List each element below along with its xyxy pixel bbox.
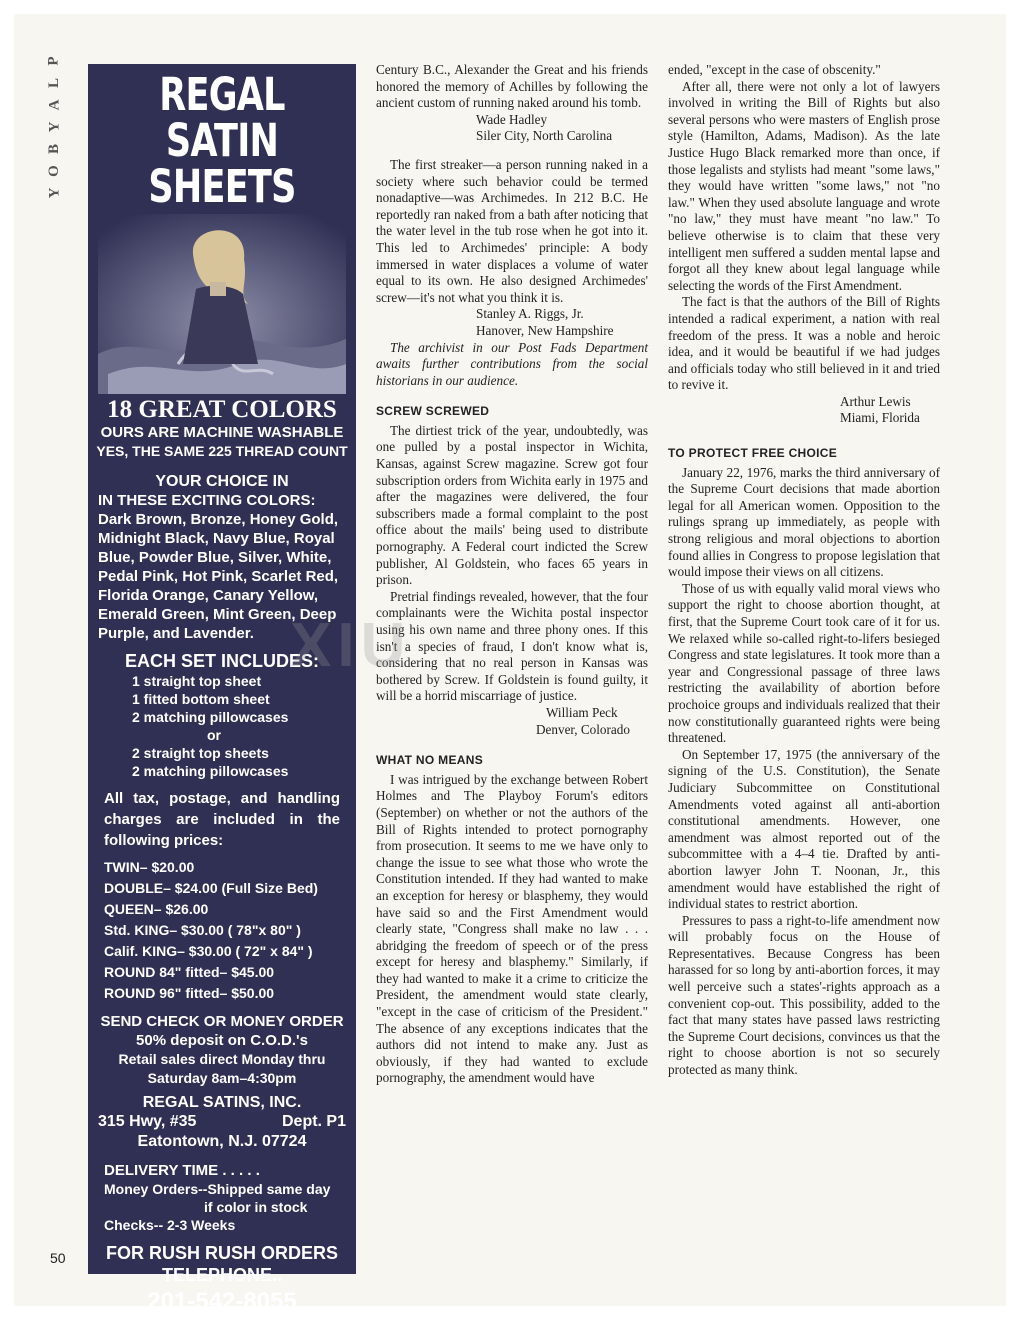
- letter-paragraph: The fact is that the authors of the Bill of Rights intended a radical experiment, a nation with real freedom of the press. It was a noble and heroic idea, and it would be beautiful if we had judges and officials today who still believed in it and tried to revive it.: [668, 294, 940, 393]
- letter-paragraph: January 22, 1976, marks the third anniversary of the Supreme Court decisions that made abortion legal for all American women. Opposition to the rulings sprang up immediately, as people with strong religious and moral objections to abortion found allies in Congress to propose legislation that would impose their views on all citizens.: [668, 464, 940, 580]
- ad-delivery-info: DELIVERY TIME . . . . . Money Orders--Shipped same day if color in stock Checks-- 2-3 Weeks: [104, 1162, 331, 1233]
- ad-rush-orders: FOR RUSH RUSH ORDERS TELEPHONE..: [105, 1243, 338, 1285]
- regal-satin-ad: [88, 64, 356, 1315]
- ad-phone-number: 201-542-8055: [147, 1288, 297, 1315]
- masthead: P L A Y B O Y: [45, 56, 62, 199]
- signature-place: Miami, Florida: [840, 410, 920, 426]
- ad-colors-headline: 18 GREAT COLORS: [107, 396, 337, 423]
- letters-column-2: [668, 62, 940, 1079]
- signature-place: Denver, Colorado: [536, 721, 630, 737]
- ad-order-info: SEND CHECK OR MONEY ORDER 50% deposit on C.O.D.'s Retail sales direct Monday thru Saturday 8am–4:30pm: [100, 1013, 344, 1086]
- ad-thread-count: YES, THE SAME 225 THREAD COUNT: [96, 443, 348, 459]
- letter-paragraph: On September 17, 1975 (the anniversary of the signing of the U.S. Constitution), the Senate Judiciary Subcommittee on Constitutional Amendments voted against all anti-abortion constitutional amendments. However, one amendment was almost reported out of the subcommittee with a 4–4 tie. Drafted by anti-abortion lawyer John T. Noonan, Jr., this amendment would have established the right of individual states to restrict abortion.: [668, 746, 940, 912]
- signature-name: Arthur Lewis: [840, 393, 911, 409]
- letter-paragraph: Pressures to pass a right-to-life amendment now will probably focus on the House of Representatives. Because Congress has been harassed for so long by anti-abortion forces, it may well perceive such a states'-rights approach as a convenient cop-out. This possibility, added to the fact that many states have passed laws restricting the Supreme Court decisions, convinces us that the right to choose abortion is not so securely protected as many think.: [668, 912, 940, 1078]
- section-heading: WHAT NO MEANS: [376, 753, 484, 768]
- letter-paragraph: I was intrigued by the exchange between Robert Holmes and The Playboy Forum's editors (September) on whether or not the authors of the Bill of Rights intended to protect pornography from prosecution. It seems to me we have only to change the issue to see what those who wrote the Constitution intended. If they had wanted to make an exception for heresy or blasphemy, they would have said so and the First Amendment would clearly state, "Congress shall make no law . . . abridging the freedom of speech or of the press except for heresy and blasphemy." Similarly, if they had wanted to make it a crime to criticize the President, the amendment would state clearly, "except in the case of criticism of the President." The absence of any exceptions indicates that the authors did not intend to make any. Just as obviously, if they had wanted to exclude pornography, the amendment would have: [376, 771, 648, 1086]
- letter-paragraph: ended, "except in the case of obscenity.": [668, 62, 881, 77]
- ad-set-list: 1 straight top sheet 1 fitted bottom sheet 2 matching pillowcases or 2 straight top sheets 2 matching pillowcases: [132, 673, 289, 779]
- editor-note: The archivist in our Post Fads Department awaits further contributions from the social historians in our audience.: [376, 339, 648, 388]
- page-number: 50: [50, 1250, 66, 1266]
- letter-paragraph: Pretrial findings revealed, however, that the four complainants were the Wichita postal inspector using his own name and three phony ones. If this isn't a species of fraud, I don't know what is, considering that no real person in Kansas was bothered by Screw. If Goldstein is found guilty, it will be a horrid miscarriage of justice.: [376, 588, 648, 704]
- signature-name: William Peck: [546, 704, 618, 720]
- ad-headline: REGAL SATIN SHEETS: [148, 68, 296, 213]
- letter-paragraph: The first streaker—a person running naked in a society where such behavior could be termed nonadaptive—was Archimedes. In 212 B.C. He reportedly ran naked from a bath after noticing that the water level in the tub rose when he got into it. This led to Archimedes' principle: A body immersed in water displaces a volume of water equal to its own. He also designed Archimedes' screw—it's not what you think it is.: [376, 156, 648, 305]
- letter-paragraph: The dirtiest trick of the year, undoubtedly, was one pulled by a postal inspector in Wichita, Kansas, against Screw magazine. Screw got four subscription orders from Wichita early in 1975 and after the magazines were delivered, the four subscribers made a formal complaint to the post office about the mails' being used to distribute pornography. A Federal court indicted the Screw publisher, Al Goldstein, who faces 65 years in prison.: [376, 422, 648, 588]
- ad-choice-head: YOUR CHOICE IN: [155, 473, 289, 490]
- ad-company-name: REGAL SATINS, INC.: [142, 1094, 302, 1111]
- ad-washable: OURS ARE MACHINE WASHABLE: [100, 424, 344, 441]
- letter-paragraph: Century B.C., Alexander the Great and his friends honored the memory of Achilles by following the ancient custom of running naked around his tomb.: [376, 62, 648, 111]
- signature-name: Wade Hadley: [476, 111, 548, 127]
- letter-paragraph: After all, there were not only a lot of lawyers involved in writing the Bill of Rights but also several persons who were masters of English prose style (Hamilton, Adams, Madison). As the late Justice Hugo Black remarked more than once, if those legalists and stylists had meant "some laws," they would have written "some laws," not "no law." When they used absolute language and wrote "no law," they must have meant "no law." To believe otherwise is to claim that these very intelligent men suffered a sudden mental lapse and forgot all they knew about legal language while selecting the words of the First Amendment.: [668, 78, 940, 293]
- watermark-logo: XIU: [290, 611, 412, 680]
- section-heading: TO PROTECT FREE CHOICE: [668, 446, 838, 461]
- section-heading: SCREW SCREWED: [376, 404, 490, 419]
- letters-column-1: [376, 62, 648, 1087]
- signature-place: Hanover, New Hampshire: [476, 322, 614, 338]
- ad-city: Eatontown, N.J. 07724: [137, 1133, 307, 1150]
- ad-set-head: EACH SET INCLUDES:: [124, 651, 319, 671]
- ad-address: 315 Hwy, #35 Dept. P1: [98, 1113, 346, 1130]
- ad-price-list: TWIN– $20.00 DOUBLE– $24.00 (Full Size Bed) QUEEN– $26.00 Std. KING– $30.00 ( 78"x 80" ) Calif. KING– $30.00 ( 72" x 84" ) ROUND 84" fitted– $45.00 ROUND 96" fitted– $50.00: [104, 859, 318, 1001]
- signature-name: Stanley A. Riggs, Jr.: [476, 306, 584, 322]
- ad-tax-note: All tax, postage, and handling charges are included in the following prices:: [104, 790, 340, 849]
- ad-color-list: IN THESE EXCITING COLORS: Dark Brown, Bronze, Honey Gold, Midnight Black, Navy Blue, Royal Blue, Powder Blue, Silver, White, Pedal Pink, Hot Pink, Scarlet Red, Florida Orange, Canary Yellow, Emerald Green, Mint Green, Deep Purple, and Lavender.: [98, 492, 339, 642]
- signature-place: Siler City, North Carolina: [476, 128, 613, 144]
- model-photo: [98, 214, 346, 394]
- letter-paragraph: Those of us with equally valid moral views who support the right to choose abortion thought, at first, that the Supreme Court took care of it for us. We relaxed while so-called right-to-lifers besieged Congress and state legislatures. It took more than a year and Congressional passage of three laws restricting the availability of abortion before prochoice groups and individuals realized that their now constitutionally guaranteed rights were being threatened.: [668, 580, 940, 746]
